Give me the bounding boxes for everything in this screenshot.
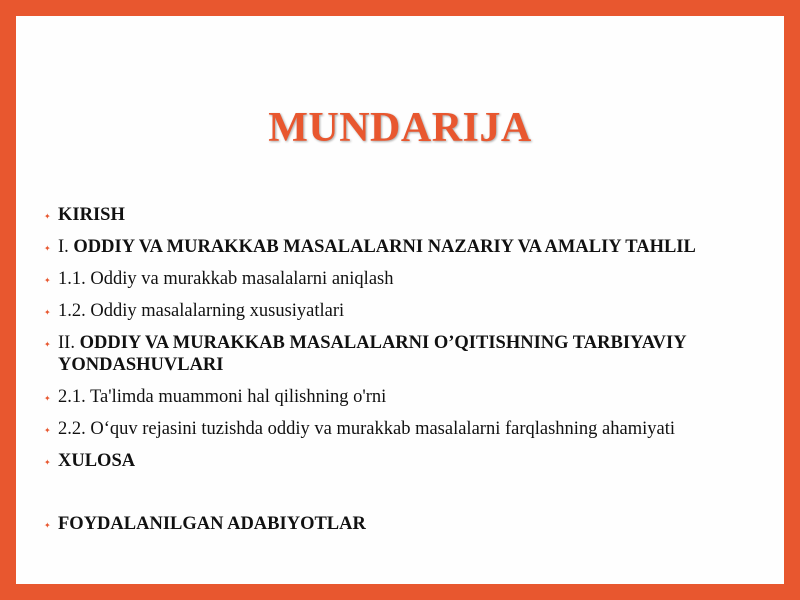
bullet-icon: ✦ (44, 308, 51, 317)
table-of-contents (44, 204, 764, 545)
bullet-icon: ✦ (44, 244, 51, 253)
bullet-icon: ✦ (44, 212, 51, 221)
toc-item-section-2 (44, 332, 764, 376)
bullet-icon: ✦ (44, 276, 51, 285)
bullet-icon: ✦ (44, 426, 51, 435)
toc-item-xulosa (44, 450, 764, 472)
bullet-icon: ✦ (44, 340, 51, 349)
bullet-icon: ✦ (44, 458, 51, 467)
toc-item-text: KIRISH (58, 205, 125, 225)
toc-item-1-1 (44, 268, 764, 290)
toc-item-text: 2.2. O‘quv rejasini tuzishda oddiy va murakkab masalalarni farqlashning ahamiyati (58, 419, 676, 439)
slide (16, 16, 784, 584)
toc-item-prefix: II. (58, 333, 80, 353)
toc-item-2-1 (44, 386, 764, 408)
toc-item-text: ODDIY VA MURAKKAB MASALALARNI NAZARIY VA AMALIY TAHLIL (73, 237, 696, 257)
bullet-icon: ✦ (44, 394, 51, 403)
toc-item-text: FOYDALANILGAN ADABIYOTLAR (58, 514, 366, 534)
toc-item-1-2 (44, 300, 764, 322)
toc-item-text: XULOSA (58, 451, 136, 471)
toc-item-section-1 (44, 236, 764, 258)
toc-item-text: 2.1. Ta'limda muammoni hal qilishning o'rni (58, 387, 387, 407)
toc-item-text: 1.1. Oddiy va murakkab masalalarni aniqlash (58, 269, 394, 289)
toc-item-2-2 (44, 418, 764, 440)
toc-item-kirish (44, 204, 764, 226)
toc-item-adabiyotlar (44, 513, 764, 535)
slide-title: MUNDARIJA (268, 105, 532, 151)
toc-item-text: ODDIY VA MURAKKAB MASALALARNI O’QITISHNING TARBIYAVIY YONDASHUVLARI (58, 333, 686, 375)
toc-item-prefix: I. (58, 237, 74, 257)
bullet-icon: ✦ (44, 521, 51, 530)
toc-item-text: 1.2. Oddiy masalalarning xususiyatlari (58, 301, 345, 321)
